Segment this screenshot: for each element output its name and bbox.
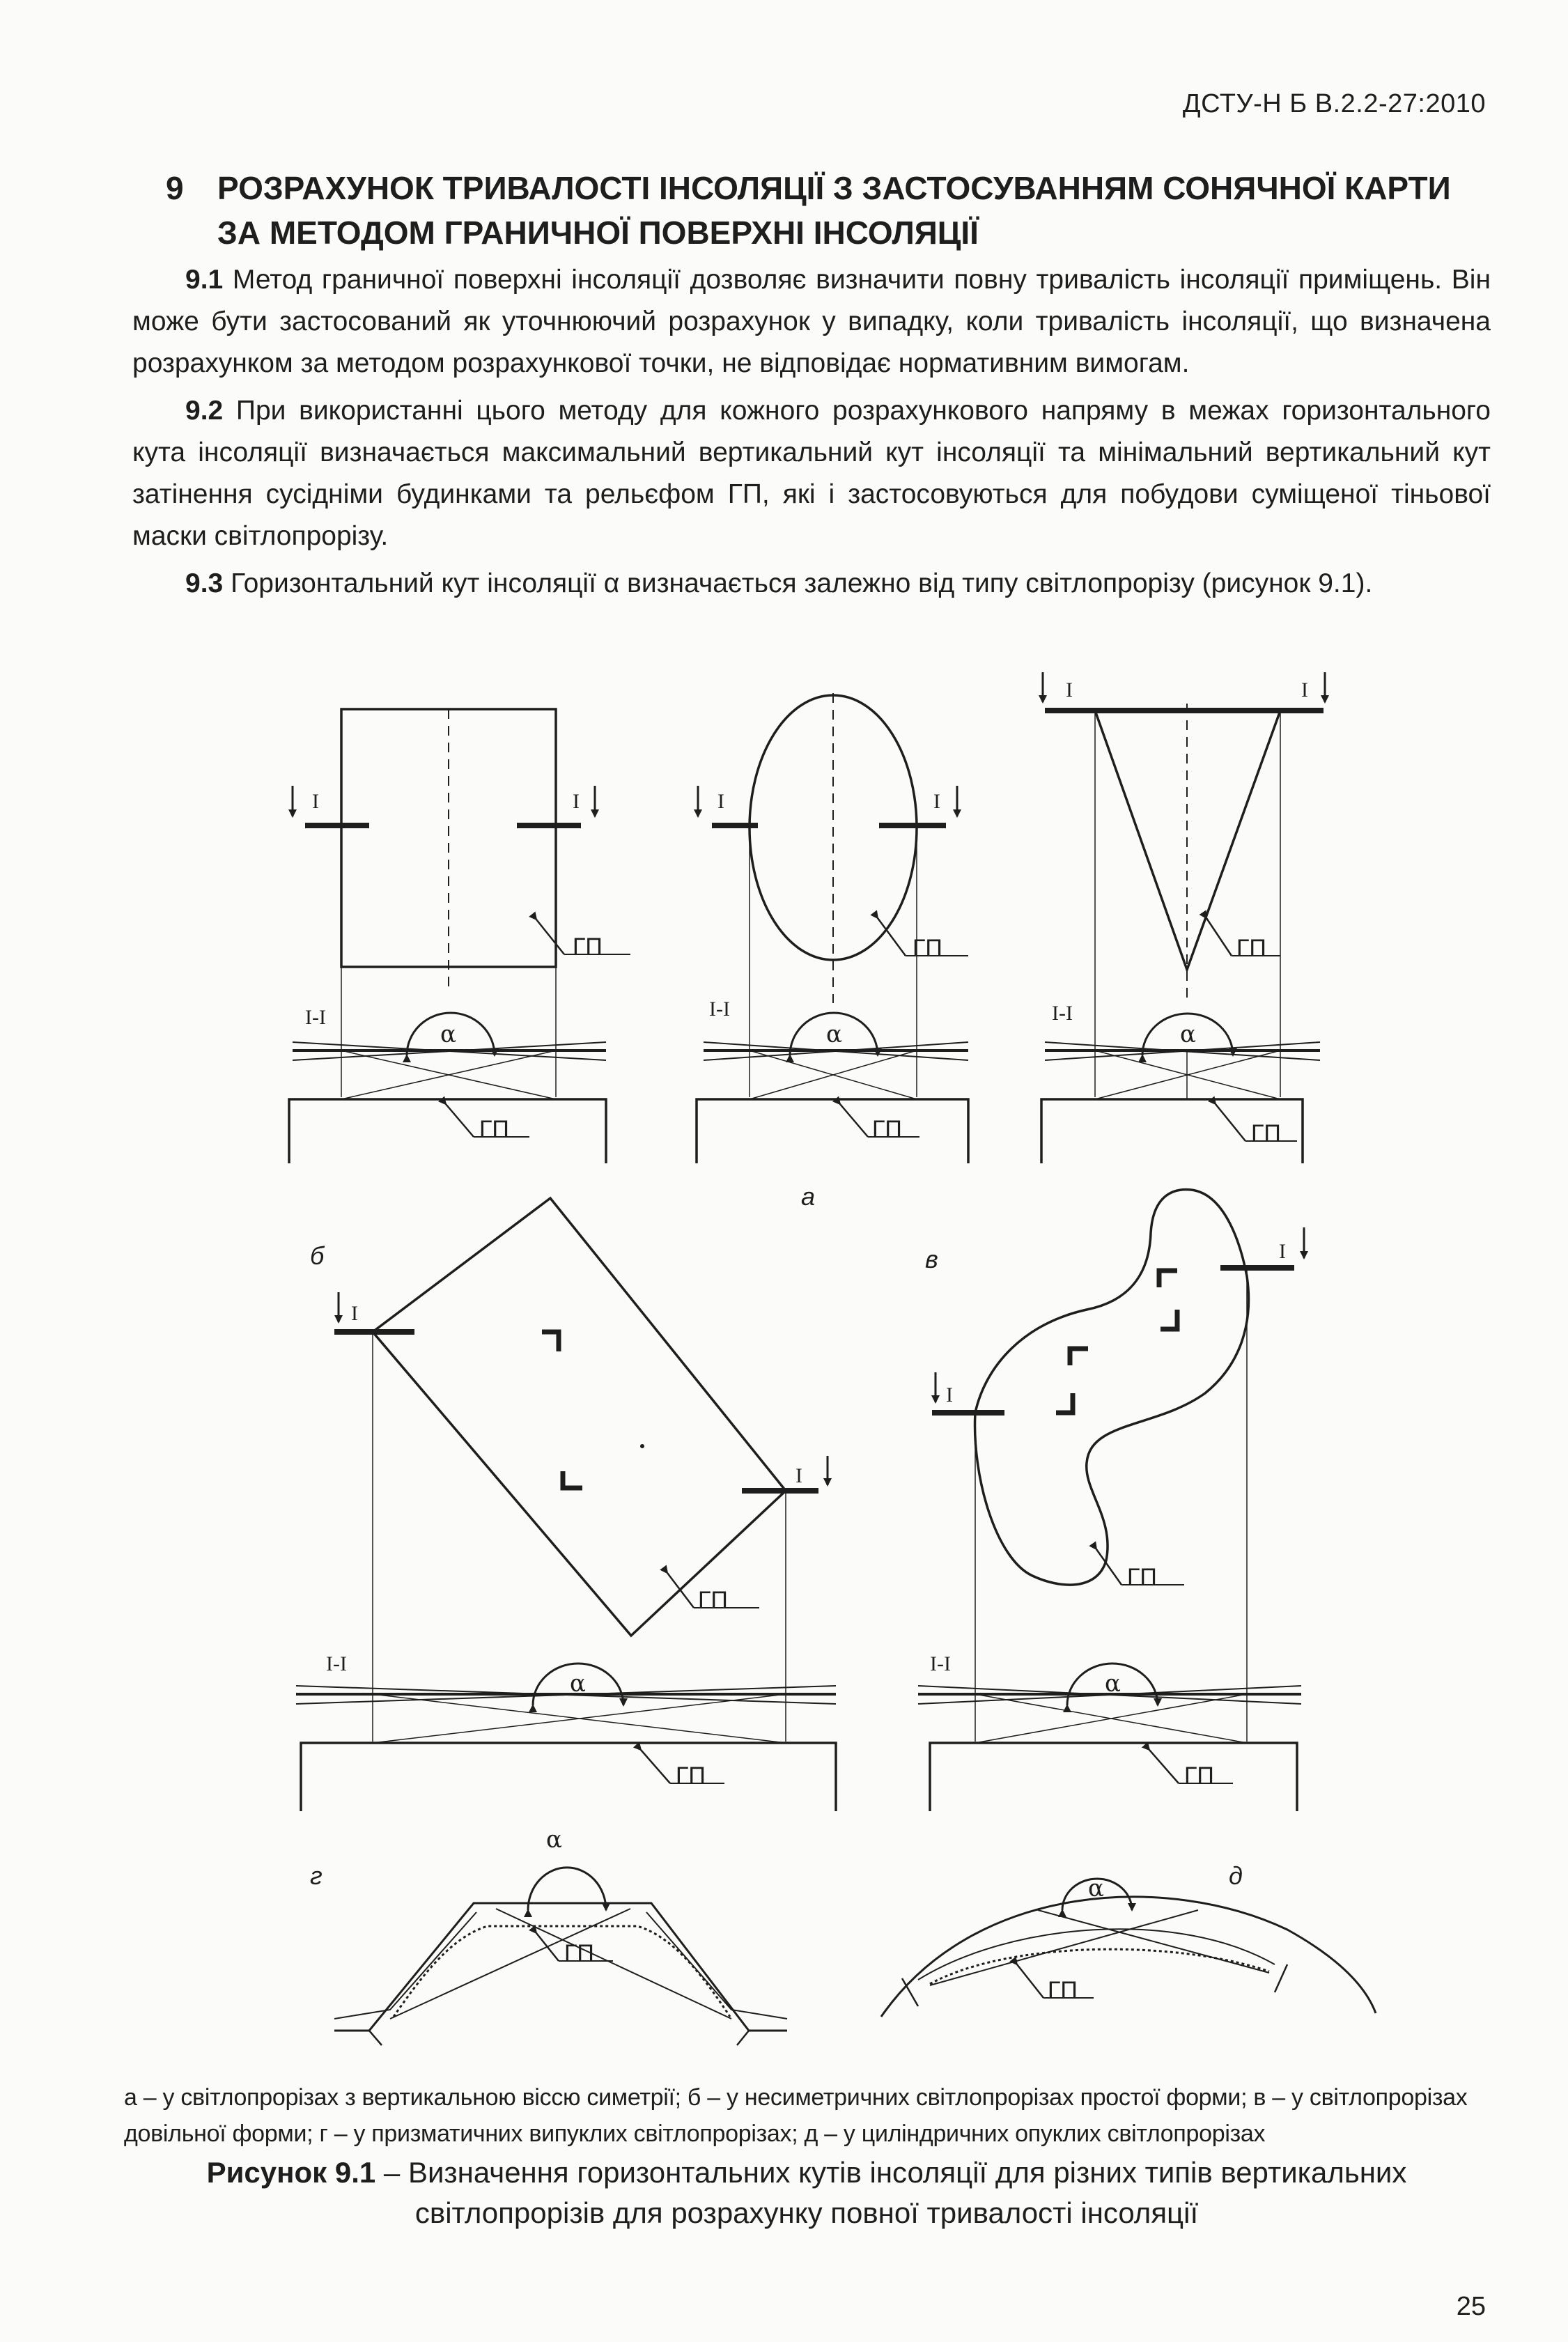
section-mark-label: І xyxy=(1279,1240,1286,1263)
section-label: І-І xyxy=(1052,1002,1073,1025)
figure-b-rotated-rectangle xyxy=(296,1198,836,1811)
paragraph-text: Горизонтальний кут інсоляції α визначається залежно від типу світлопрорізу (рисунок 9.1). xyxy=(231,568,1373,598)
gp-label: ГП xyxy=(564,1940,594,1967)
section-mark-label: І xyxy=(933,790,940,813)
paragraph-text: Метод граничної поверхні інсоляції дозволяє визначити повну тривалість інсоляції приміщень. Він може бути застосований як уточнюючий розрахунок у випадку, коли тривалість інсоляції, що визначена розрахунком за методом розрахункової точки, не відповідає нормативним вимогам. xyxy=(132,265,1491,378)
section-mark-label: І xyxy=(1301,678,1308,701)
section-mark-label: І xyxy=(717,790,724,813)
section-title-line2: ЗА МЕТОДОМ ГРАНИЧНОЇ ПОВЕРХНІ ІНСОЛЯЦІЇ xyxy=(217,215,979,251)
alpha-label: α xyxy=(1180,1021,1196,1048)
paragraph-text: При використанні цього методу для кожного розрахункового напряму в межах горизонтального кута інсоляції визначається максимальний вертикальний кут інсоляції та мінімальний вертикальний кут затінення сусідніми будинками та рельєфом ГП, які і застосовуються для побудови суміщеної тіньової маски світлопрорізу. xyxy=(132,396,1491,551)
gp-label: ГП xyxy=(698,1587,728,1613)
section-label: І-І xyxy=(326,1652,347,1675)
alpha-label: α xyxy=(826,1021,842,1048)
figure-a-triangle xyxy=(1041,672,1325,1163)
section-label: І-І xyxy=(305,1006,326,1029)
section-mark-label: І xyxy=(946,1383,953,1406)
alpha-label: α xyxy=(1105,1670,1121,1698)
figure-v-free-form xyxy=(918,1190,1304,1811)
gp-label: ГП xyxy=(1048,1977,1078,2003)
section-label: І-І xyxy=(709,998,730,1021)
subfigure-label-d: д xyxy=(1229,1861,1243,1890)
section-label: І-І xyxy=(930,1652,951,1675)
gp-label: ГП xyxy=(1251,1120,1281,1147)
paragraph-number: 9.2 xyxy=(185,396,224,426)
figure-d-cylindrical xyxy=(881,1879,1376,2017)
gp-label: ГП xyxy=(1127,1564,1157,1590)
paragraph-number: 9.1 xyxy=(185,265,224,295)
gp-label: ГП xyxy=(573,933,603,960)
alpha-label: α xyxy=(546,1826,562,1854)
paragraph-number: 9.3 xyxy=(185,568,224,598)
subfigure-label-b: б xyxy=(310,1241,325,1270)
gp-label: ГП xyxy=(479,1116,509,1142)
page-number: 25 xyxy=(1456,2292,1486,2321)
figure-g-prismatic xyxy=(334,1868,787,2045)
subfigure-label-a: а xyxy=(801,1182,816,1211)
subfigure-label-g: г xyxy=(310,1861,323,1890)
figure-caption-text: – Визначення горизонтальних кутів інсоляції для різних типів вертикальних світлопрорізів для розрахунку повної тривалості інсоляції xyxy=(375,2156,1407,2229)
figure-caption-label: Рисунок 9.1 xyxy=(206,2156,376,2189)
alpha-label: α xyxy=(570,1670,586,1698)
gp-label: ГП xyxy=(913,935,942,961)
section-mark-label: І xyxy=(795,1464,802,1487)
section-mark-label: І xyxy=(573,790,580,813)
section-title-line1: РОЗРАХУНОК ТРИВАЛОСТІ ІНСОЛЯЦІЇ З ЗАСТОСУВАННЯМ СОНЯЧНОЇ КАРТИ xyxy=(217,170,1451,206)
section-mark-label: І xyxy=(351,1302,358,1325)
alpha-label: α xyxy=(1088,1875,1104,1902)
subfigure-label-v: в xyxy=(925,1245,938,1273)
figure-a-ellipse xyxy=(697,693,968,1163)
section-mark-label: І xyxy=(312,790,319,813)
gp-label: ГП xyxy=(1184,1762,1214,1789)
gp-label: ГП xyxy=(872,1116,902,1142)
gp-label: ГП xyxy=(1236,935,1266,961)
alpha-label: α xyxy=(440,1021,456,1048)
figure-legend: а – у світлопрорізах з вертикальною віссю симетрії; б – у несиметричних світлопрорізах простої форми; в – у світлопрорізах довільної форми; г – у призматичних випуклих світлопрорізах; д – у циліндричних опуклих світлопрорізах xyxy=(124,2084,1468,2147)
gp-label: ГП xyxy=(676,1762,706,1789)
section-mark-label: І xyxy=(1066,678,1073,701)
document-code: ДСТУ-Н Б В.2.2-27:2010 xyxy=(1182,89,1486,118)
figure-caption xyxy=(124,2153,1489,2233)
section-number: 9 xyxy=(166,170,184,206)
